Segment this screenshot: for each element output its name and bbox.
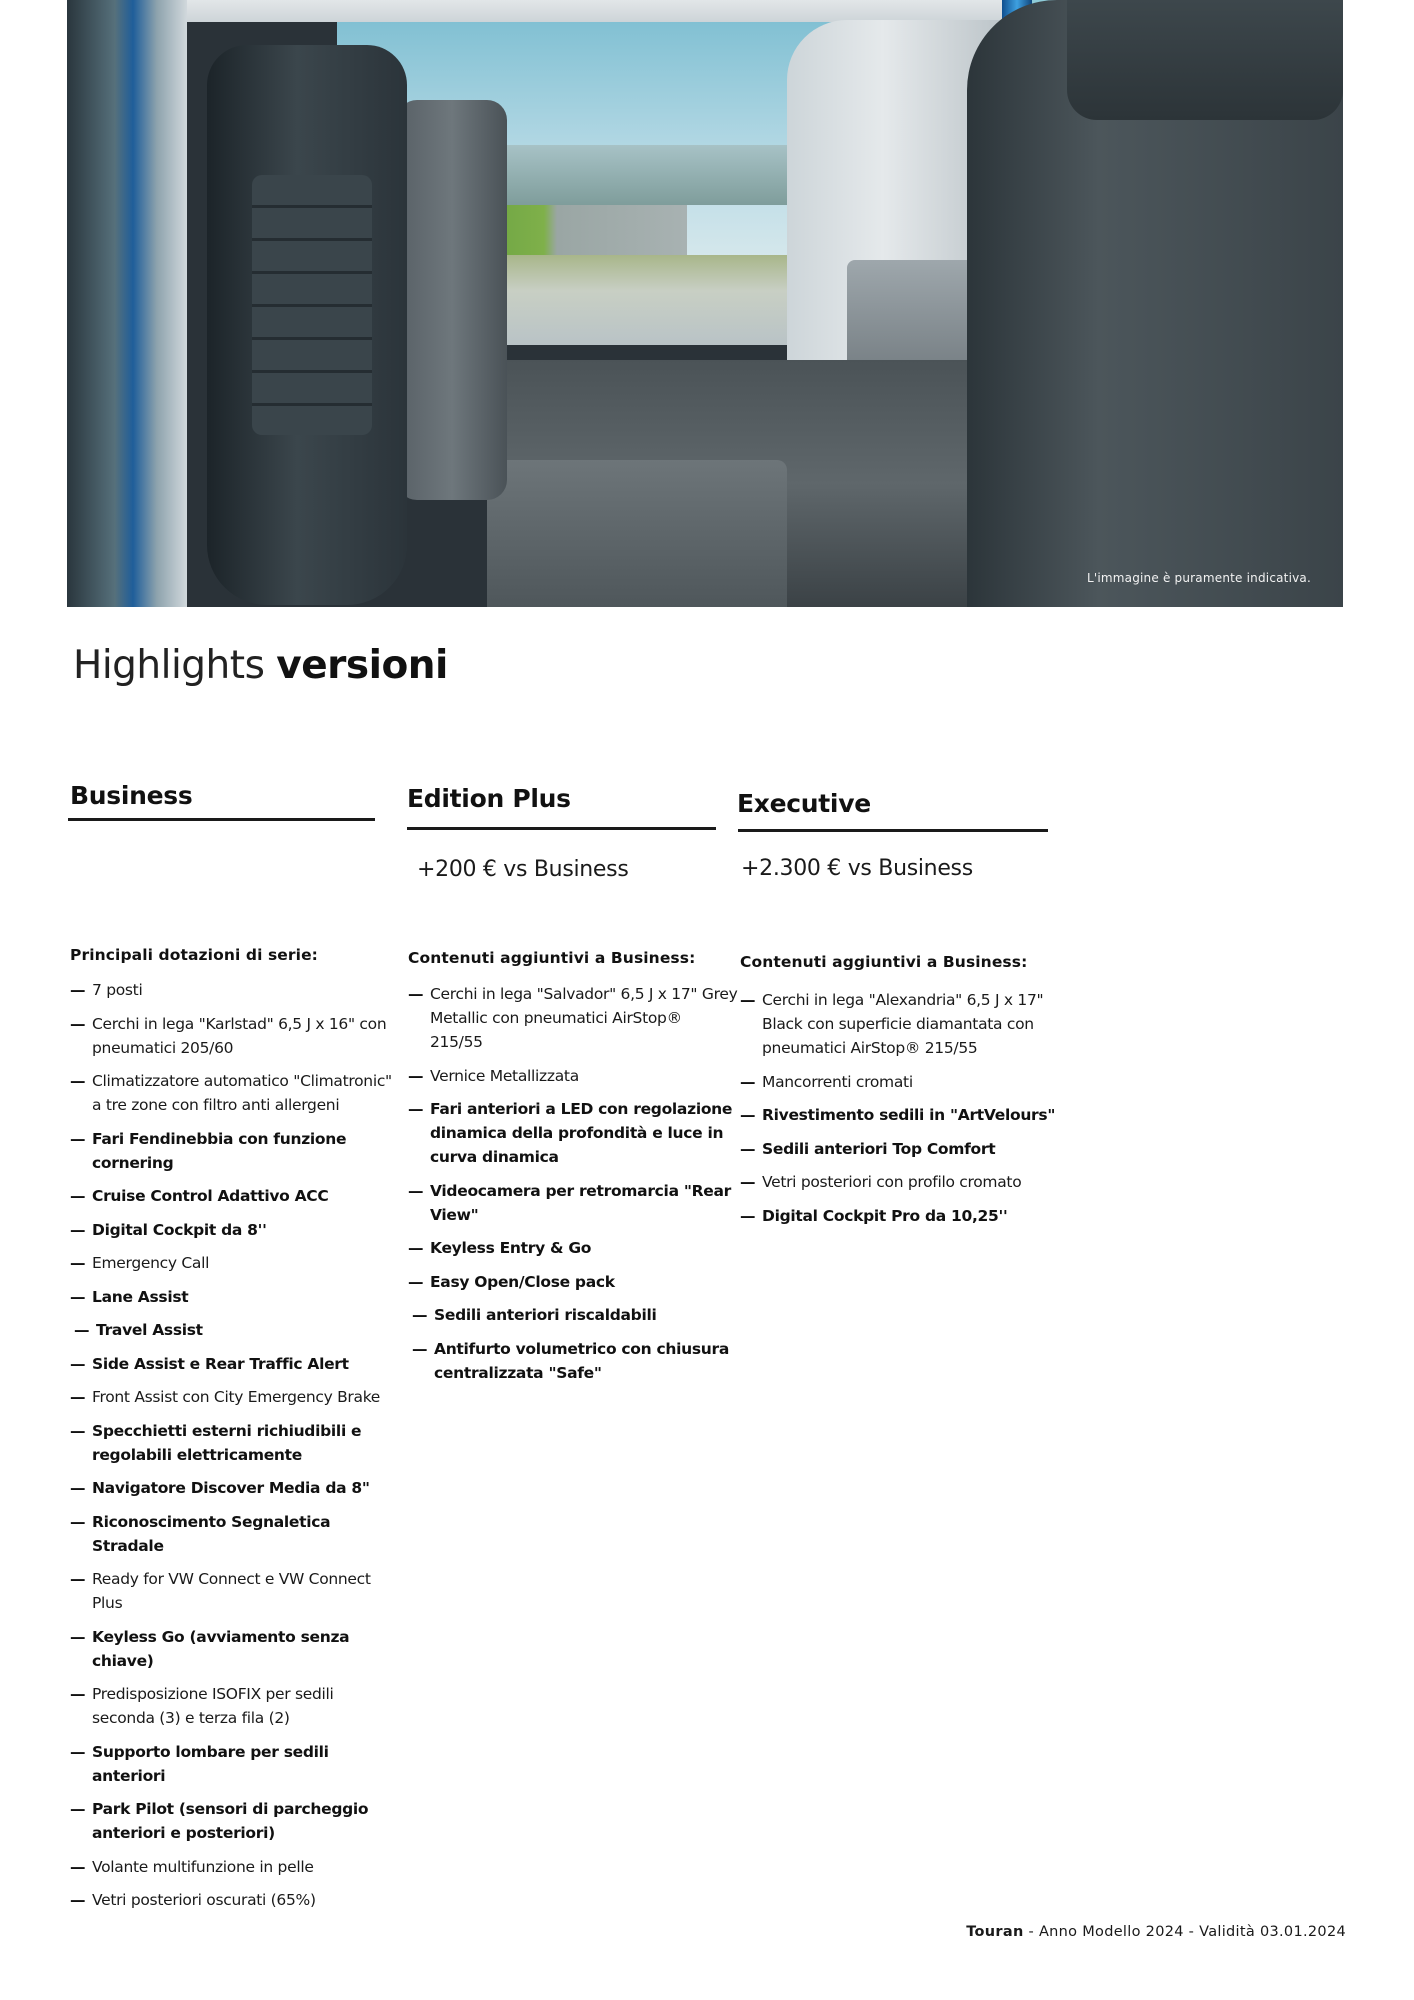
list-item: — Lane Assist <box>70 1285 400 1309</box>
left-door-frame <box>67 0 187 607</box>
version-business <box>68 780 388 821</box>
list-item: — Keyless Go (avviamento senza chiave) <box>70 1625 400 1673</box>
page-title-light: Highlights <box>73 643 265 688</box>
image-disclaimer: L'immagine è puramente indicativa. <box>1086 571 1311 585</box>
version-price-delta: +2.300 € vs Business <box>741 856 973 881</box>
list-item: — Riconoscimento Segnaletica Stradale <box>70 1510 400 1558</box>
list-item: — Keyless Entry & Go <box>408 1236 738 1260</box>
list-item: — Travel Assist <box>70 1318 400 1342</box>
version-divider <box>68 818 375 821</box>
list-item: — Supporto lombare per sedili anteriori <box>70 1740 400 1788</box>
business-list-heading: Principali dotazioni di serie: <box>70 946 318 964</box>
list-item: — Easy Open/Close pack <box>408 1270 738 1294</box>
executive-list-heading: Contenuti aggiuntivi a Business: <box>740 953 1028 971</box>
page-title-bold: versioni <box>276 643 448 688</box>
executive-feature-list <box>740 988 1070 1237</box>
footer-model: Touran <box>966 1924 1024 1940</box>
list-item: — Ready for VW Connect e VW Connect Plus <box>70 1567 400 1615</box>
version-name: Edition Plus <box>407 784 571 813</box>
business-feature-list <box>70 978 400 1922</box>
edition-plus-feature-list <box>408 982 738 1394</box>
version-edition-plus <box>405 783 725 885</box>
list-item: — Vetri posteriori oscurati (65%) <box>70 1888 400 1912</box>
hero-photo-car-interior <box>67 0 1343 607</box>
version-divider <box>407 827 716 830</box>
folded-seat-cushion <box>487 460 787 607</box>
list-item: — Navigatore Discover Media da 8" <box>70 1476 400 1500</box>
list-item: — Vetri posteriori con profilo cromato <box>740 1170 1070 1194</box>
list-item: — Fari anteriori a LED con regolazione dinamica della profondità e luce in curva dinamica <box>408 1097 738 1169</box>
edition-plus-list-heading: Contenuti aggiuntivi a Business: <box>408 949 696 967</box>
list-item: — Specchietti esterni richiudibili e regolabili elettricamente <box>70 1419 400 1467</box>
list-item: — Front Assist con City Emergency Brake <box>70 1385 400 1409</box>
list-item: — Rivestimento sedili in "ArtVelours" <box>740 1103 1070 1127</box>
footer-validity: - Anno Modello 2024 - Validità 03.01.2024 <box>1023 1924 1346 1940</box>
version-executive <box>735 788 1055 884</box>
list-item: — Vernice Metallizzata <box>408 1064 738 1088</box>
second-row-seat <box>207 45 407 605</box>
list-item: — Mancorrenti cromati <box>740 1070 1070 1094</box>
list-item: — Digital Cockpit da 8'' <box>70 1218 400 1242</box>
page-footer <box>966 1924 1346 1940</box>
version-price-delta: +200 € vs Business <box>417 857 629 882</box>
list-item: — Cerchi in lega "Karlstad" 6,5 J x 16" con pneumatici 205/60 <box>70 1012 400 1060</box>
list-item: — 7 posti <box>70 978 400 1002</box>
page-title <box>73 643 448 688</box>
list-item: — Side Assist e Rear Traffic Alert <box>70 1352 400 1376</box>
version-divider <box>738 829 1048 832</box>
list-item: — Digital Cockpit Pro da 10,25'' <box>740 1204 1070 1228</box>
list-item: — Sedili anteriori Top Comfort <box>740 1137 1070 1161</box>
list-item: — Videocamera per retromarcia "Rear View" <box>408 1179 738 1227</box>
list-item: — Emergency Call <box>70 1251 400 1275</box>
seat-upholstery-stripes <box>252 175 372 435</box>
front-seat-headrest <box>1067 0 1343 120</box>
version-name: Business <box>70 781 193 810</box>
third-row-seat <box>397 100 507 500</box>
version-name: Executive <box>737 789 871 818</box>
list-item: — Sedili anteriori riscaldabili <box>408 1303 738 1327</box>
list-item: — Antifurto volumetrico con chiusura centralizzata "Safe" <box>408 1337 738 1385</box>
list-item: — Predisposizione ISOFIX per sedili seconda (3) e terza fila (2) <box>70 1682 400 1730</box>
list-item: — Climatizzatore automatico "Climatronic" a tre zone con filtro anti allergeni <box>70 1069 400 1117</box>
list-item: — Cerchi in lega "Alexandria" 6,5 J x 17" Black con superficie diamantata con pneumatici AirStop® 215/55 <box>740 988 1070 1060</box>
list-item: — Park Pilot (sensori di parcheggio anteriori e posteriori) <box>70 1797 400 1845</box>
list-item: — Volante multifunzione in pelle <box>70 1855 400 1879</box>
list-item: — Cruise Control Adattivo ACC <box>70 1184 400 1208</box>
list-item: — Fari Fendinebbia con funzione cornering <box>70 1127 400 1175</box>
list-item: — Cerchi in lega "Salvador" 6,5 J x 17" Grey Metallic con pneumatici AirStop® 215/55 <box>408 982 738 1054</box>
